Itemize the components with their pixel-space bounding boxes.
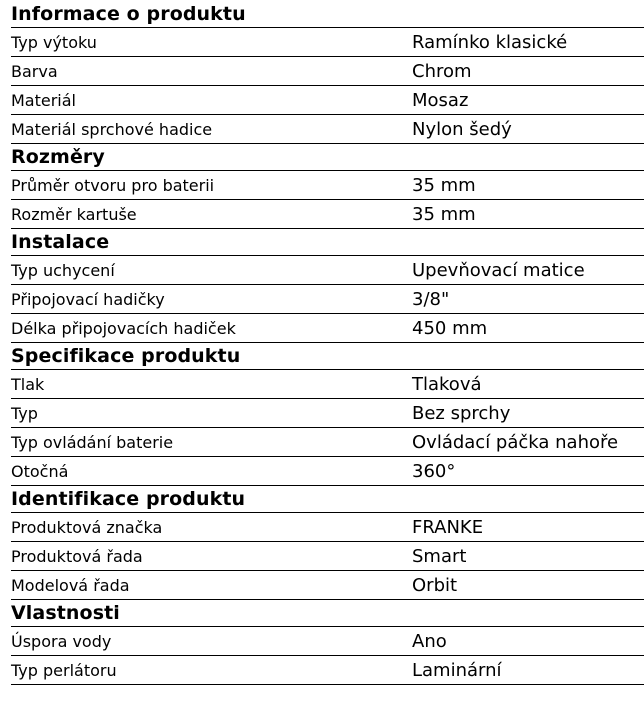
spec-row [11, 428, 644, 457]
spec-value: FRANKE [412, 517, 484, 538]
spec-value: Mosaz [412, 90, 469, 111]
spec-row [11, 571, 644, 600]
spec-label: Produktová řada [11, 547, 143, 566]
spec-row [11, 399, 644, 428]
spec-label: Otočná [11, 462, 69, 481]
section-title: Instalace [11, 229, 644, 256]
spec-label: Typ uchycení [11, 261, 115, 280]
spec-label: Úspora vody [11, 632, 112, 651]
spec-value: 35 mm [412, 175, 476, 196]
spec-row [11, 314, 644, 343]
spec-label: Rozměr kartuše [11, 205, 137, 224]
spec-value: Ramínko klasické [412, 32, 568, 53]
spec-row [11, 627, 644, 656]
section-title: Identifikace produktu [11, 486, 644, 513]
spec-row [11, 57, 644, 86]
spec-row [11, 115, 644, 144]
spec-value: Upevňovací matice [412, 260, 585, 281]
spec-row [11, 370, 644, 399]
spec-label: Typ výtoku [11, 33, 97, 52]
spec-value: 360° [412, 461, 456, 482]
spec-row [11, 656, 644, 685]
spec-value: 3/8" [412, 289, 450, 310]
section-title: Vlastnosti [11, 600, 644, 627]
spec-value: Laminární [412, 660, 502, 681]
spec-label: Produktová značka [11, 518, 163, 537]
spec-label: Materiál sprchové hadice [11, 120, 213, 139]
spec-row [11, 86, 644, 115]
section-title: Rozměry [11, 144, 644, 171]
spec-row [11, 457, 644, 486]
spec-row [11, 28, 644, 57]
spec-row [11, 200, 644, 229]
spec-value: 450 mm [412, 318, 488, 339]
spec-label: Barva [11, 62, 58, 81]
spec-value: 35 mm [412, 204, 476, 225]
spec-row [11, 256, 644, 285]
spec-row [11, 171, 644, 200]
spec-label: Typ perlátoru [11, 661, 117, 680]
spec-value: Orbit [412, 575, 458, 596]
spec-label: Typ ovládání baterie [11, 433, 174, 452]
section-title: Specifikace produktu [11, 343, 644, 370]
spec-label: Připojovací hadičky [11, 290, 165, 309]
section-title: Informace o produktu [11, 1, 644, 28]
spec-value: Chrom [412, 61, 472, 82]
spec-value: Bez sprchy [412, 403, 511, 424]
spec-label: Modelová řada [11, 576, 130, 595]
spec-value: Ano [412, 631, 447, 652]
spec-label: Průměr otvoru pro baterii [11, 176, 215, 195]
spec-value: Smart [412, 546, 467, 567]
spec-value: Ovládací páčka nahoře [412, 432, 619, 453]
spec-label: Materiál [11, 91, 76, 110]
spec-label: Délka připojovacích hadiček [11, 319, 236, 338]
spec-label: Tlak [11, 375, 45, 394]
spec-value: Tlaková [412, 374, 482, 395]
spec-label: Typ [11, 404, 38, 423]
spec-row [11, 513, 644, 542]
spec-value: Nylon šedý [412, 119, 512, 140]
spec-row [11, 285, 644, 314]
spec-row [11, 542, 644, 571]
product-spec-table [11, 1, 644, 685]
